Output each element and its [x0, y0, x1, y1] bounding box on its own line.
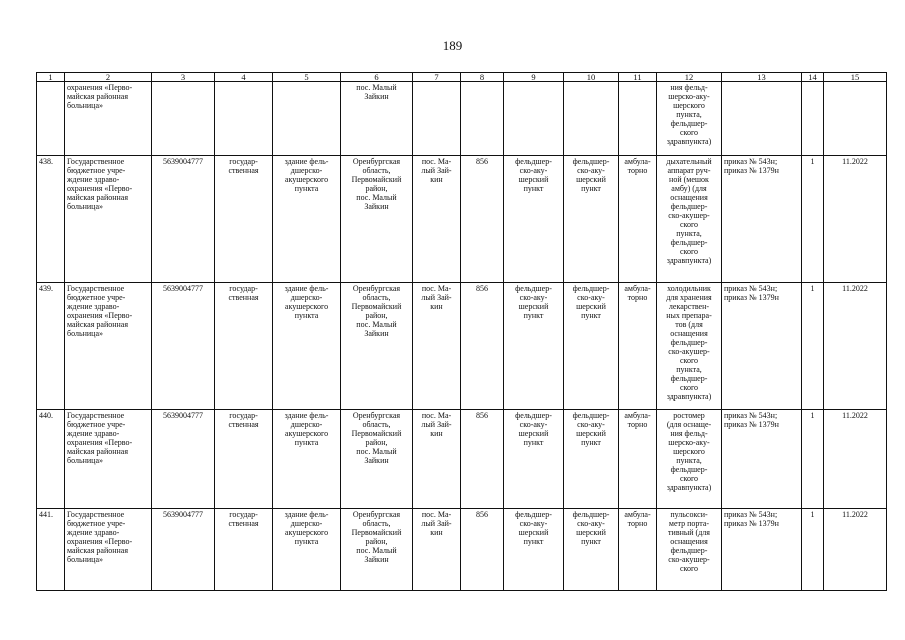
column-number: 8 [461, 73, 504, 82]
column-number: 1 [37, 73, 65, 82]
order-cell [722, 82, 802, 156]
building-cell: здание фель- дшерско- акушерского пункта [273, 509, 341, 591]
order-cell: приказ № 543н; приказ № 1379н [722, 509, 802, 591]
column-number: 13 [722, 73, 802, 82]
building-cell: здание фель- дшерско- акушерского пункта [273, 283, 341, 410]
locality-cell: пос. Ма- лый Зай- кин [413, 410, 461, 509]
table-row [37, 509, 887, 591]
quantity-cell: 1 [802, 509, 824, 591]
address-cell: Оренбургская область, Первомайский район, пос. Малый Зайкин [341, 509, 413, 591]
locality-cell [413, 82, 461, 156]
equipment-cell: холодильник для хранения лекарствен- ных препара- тов (для оснащения фельдшер- ско-акушер- ского пункта, фельдшер- ского здравпункта) [657, 283, 722, 410]
organization-cell: Государственное бюджетное учре- ждение здраво- охранения «Перво- майская районная больница» [65, 156, 152, 283]
column-number: 7 [413, 73, 461, 82]
care-type-cell: амбула- торно [619, 509, 657, 591]
row-number: 441. [37, 509, 65, 591]
date-cell [824, 82, 887, 156]
ownership-cell: государ- ственная [215, 283, 273, 410]
column-number: 6 [341, 73, 413, 82]
equipment-cell: ростомер (для оснаще- ния фельд- шерско-аку- шерского пункта, фельдшер- ского здравпункта) [657, 410, 722, 509]
locality-cell: пос. Ма- лый Зай- кин [413, 283, 461, 410]
inn-cell [152, 82, 215, 156]
unit-type-cell: фельдшер- ско-аку- шерский пункт [504, 509, 564, 591]
building-cell: здание фель- дшерско- акушерского пункта [273, 410, 341, 509]
equipment-cell: пульсокси- метр порта- тивный (для оснащения фельдшер- ско-акушер- ского [657, 509, 722, 591]
unit-name-cell: фельдшер- ско-аку- шерский пункт [564, 156, 619, 283]
page-number: 189 [442, 38, 463, 53]
order-cell: приказ № 543н; приказ № 1379н [722, 410, 802, 509]
column-number: 4 [215, 73, 273, 82]
column-number-row [37, 73, 887, 82]
code-cell: 856 [461, 283, 504, 410]
row-number: 439. [37, 283, 65, 410]
row-number: 440. [37, 410, 65, 509]
organization-cell: охранения «Перво- майская районная больница» [65, 82, 152, 156]
address-cell: Оренбургская область, Первомайский район, пос. Малый Зайкин [341, 410, 413, 509]
building-cell [273, 82, 341, 156]
row-number [37, 82, 65, 156]
inn-cell: 5639004777 [152, 156, 215, 283]
column-number: 11 [619, 73, 657, 82]
unit-type-cell: фельдшер- ско-аку- шерский пункт [504, 156, 564, 283]
column-number: 5 [273, 73, 341, 82]
unit-name-cell: фельдшер- ско-аку- шерский пункт [564, 283, 619, 410]
organization-cell: Государственное бюджетное учре- ждение здраво- охранения «Перво- майская районная больница» [65, 410, 152, 509]
care-type-cell: амбула- торно [619, 410, 657, 509]
equipment-table [36, 72, 887, 591]
row-number: 438. [37, 156, 65, 283]
column-number: 14 [802, 73, 824, 82]
organization-cell: Государственное бюджетное учре- ждение здраво- охранения «Перво- майская районная больница» [65, 509, 152, 591]
inn-cell: 5639004777 [152, 509, 215, 591]
equipment-cell: ния фельд- шерско-аку- шерского пункта, фельдшер- ского здравпункта) [657, 82, 722, 156]
order-cell: приказ № 543н; приказ № 1379н [722, 283, 802, 410]
code-cell [461, 82, 504, 156]
unit-type-cell: фельдшер- ско-аку- шерский пункт [504, 410, 564, 509]
care-type-cell: амбула- торно [619, 283, 657, 410]
unit-name-cell [564, 82, 619, 156]
care-type-cell: амбула- торно [619, 156, 657, 283]
date-cell: 11.2022 [824, 156, 887, 283]
code-cell: 856 [461, 156, 504, 283]
quantity-cell [802, 82, 824, 156]
column-number: 12 [657, 73, 722, 82]
equipment-cell: дыхательный аппарат руч- ной (мешок амбу) (для оснащения фельдшер- ско-акушер- ского пункта, фельдшер- ского здравпункта) [657, 156, 722, 283]
address-cell: Оренбургская область, Первомайский район, пос. Малый Зайкин [341, 156, 413, 283]
address-cell: Оренбургская область, Первомайский район, пос. Малый Зайкин [341, 283, 413, 410]
care-type-cell [619, 82, 657, 156]
column-number: 10 [564, 73, 619, 82]
unit-type-cell: фельдшер- ско-аку- шерский пункт [504, 283, 564, 410]
table-row [37, 156, 887, 283]
unit-name-cell: фельдшер- ско-аку- шерский пункт [564, 410, 619, 509]
ownership-cell: государ- ственная [215, 509, 273, 591]
building-cell: здание фель- дшерско- акушерского пункта [273, 156, 341, 283]
unit-type-cell [504, 82, 564, 156]
inn-cell: 5639004777 [152, 410, 215, 509]
order-cell: приказ № 543н; приказ № 1379н [722, 156, 802, 283]
unit-name-cell: фельдшер- ско-аку- шерский пункт [564, 509, 619, 591]
table-row [37, 283, 887, 410]
table-row [37, 410, 887, 509]
date-cell: 11.2022 [824, 283, 887, 410]
organization-cell: Государственное бюджетное учре- ждение здраво- охранения «Перво- майская районная больница» [65, 283, 152, 410]
ownership-cell: государ- ственная [215, 156, 273, 283]
table-row [37, 82, 887, 156]
code-cell: 856 [461, 509, 504, 591]
column-number: 2 [65, 73, 152, 82]
ownership-cell [215, 82, 273, 156]
quantity-cell: 1 [802, 283, 824, 410]
locality-cell: пос. Ма- лый Зай- кин [413, 509, 461, 591]
date-cell: 11.2022 [824, 410, 887, 509]
code-cell: 856 [461, 410, 504, 509]
quantity-cell: 1 [802, 156, 824, 283]
column-number: 15 [824, 73, 887, 82]
address-cell: пос. Малый Зайкин [341, 82, 413, 156]
date-cell: 11.2022 [824, 509, 887, 591]
quantity-cell: 1 [802, 410, 824, 509]
ownership-cell: государ- ственная [215, 410, 273, 509]
inn-cell: 5639004777 [152, 283, 215, 410]
locality-cell: пос. Ма- лый Зай- кин [413, 156, 461, 283]
column-number: 9 [504, 73, 564, 82]
column-number: 3 [152, 73, 215, 82]
